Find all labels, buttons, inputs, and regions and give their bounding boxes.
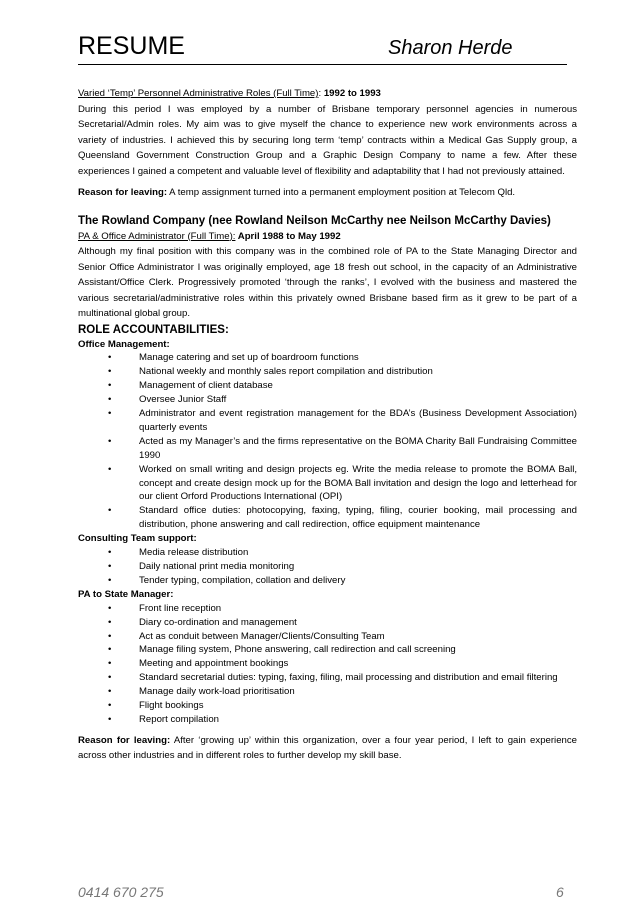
role-sep: : xyxy=(318,88,324,99)
bullet-icon: • xyxy=(108,366,112,378)
leaving-reason-rowland xyxy=(78,733,577,764)
list-item-text: Oversee Junior Staff xyxy=(139,394,227,406)
bullet-icon: • xyxy=(108,561,112,572)
list-item xyxy=(78,713,577,727)
list-item xyxy=(78,407,577,435)
list-item-text: Standard secretarial duties: typing, faxing, filing, mail processing and distribution and email filtering xyxy=(139,672,558,684)
list-item xyxy=(78,351,577,365)
leaving-label: Reason for leaving: xyxy=(78,734,171,746)
list-item xyxy=(78,574,577,588)
list-item-text: Act as conduit between Manager/Clients/Consulting Team xyxy=(139,630,385,642)
list-item xyxy=(78,602,577,616)
accountabilities-heading: ROLE ACCOUNTABILITIES: xyxy=(78,323,229,336)
list-item-text: Management of client database xyxy=(139,380,273,392)
bullet-list xyxy=(78,546,577,588)
group-title: Consulting Team support: xyxy=(78,533,197,545)
role-dates: 1992 to 1993 xyxy=(323,88,381,99)
rowland-paragraph: Although my final position with this company was in the combined role of PA to the State Managing Director and Senior Office Administrator I was originally employed, age 18 fresh out school, in the capacity of an Administrative Assistant/Office Clerk. Progressively promoted ‘through the ranks’, I evolved with the business and mastered the various secretarial/administrative roles within this privately owned Brisbane based firm as it grew to be part of a multinational global group. xyxy=(78,246,577,319)
list-item-text: Manage daily work-load prioritisation xyxy=(139,686,295,698)
list-item-text: Manage filing system, Phone answering, call redirection and call screening xyxy=(139,644,456,656)
list-item-text: National weekly and monthly sales report compilation and distribution xyxy=(139,366,433,378)
list-item-text: Standard office duties: photocopying, faxing, typing, filing, courier booking, mail processing and distribution, phone answering and call redirection, office equipment maintenance xyxy=(139,505,577,531)
list-item-text: Worked on small writing and design projects eg. Write the media release to promote the BOMA Ball, concept and create design mock up for the BOMA Ball invitation and design the logo and letterhead for our client Orford Productions International (OPI) xyxy=(139,463,577,503)
resume-body xyxy=(78,86,577,764)
list-item xyxy=(78,393,577,407)
list-item xyxy=(78,546,577,560)
group-title: PA to State Manager: xyxy=(78,588,174,600)
bullet-icon: • xyxy=(108,658,112,670)
list-item xyxy=(78,560,577,574)
bullet-icon: • xyxy=(108,713,112,725)
bullet-icon: • xyxy=(108,574,112,586)
resume-title: RESUME xyxy=(78,32,185,60)
list-item xyxy=(78,365,577,379)
list-item xyxy=(78,435,577,463)
bullet-icon: • xyxy=(108,408,112,420)
bullet-icon: • xyxy=(108,547,112,559)
list-item xyxy=(78,643,577,657)
candidate-name: Sharon Herde xyxy=(388,37,513,59)
company-heading: The Rowland Company (nee Rowland Neilson McCarthy nee Neilson McCarthy Davies) xyxy=(78,214,551,227)
bullet-icon: • xyxy=(108,644,112,656)
page-number: 6 xyxy=(556,884,564,900)
leaving-text: A temp assignment turned into a permanent employment position at Telecom Qld. xyxy=(167,187,516,198)
leaving-reason-temp xyxy=(78,185,577,201)
list-item-text: Meeting and appointment bookings xyxy=(139,658,289,670)
list-item-text: Diary co-ordination and management xyxy=(139,616,297,628)
role-label: PA & Office Administrator (Full Time): xyxy=(78,230,236,242)
bullet-icon: • xyxy=(108,686,112,698)
list-item xyxy=(78,685,577,699)
role-heading-temp xyxy=(78,86,577,102)
role-dates: April 1988 to May 1992 xyxy=(235,230,341,242)
list-item xyxy=(78,699,577,713)
bullet-icon: • xyxy=(108,435,112,447)
role-label: Varied ‘Temp’ Personnel Administrative Roles (Full Time) xyxy=(78,88,319,99)
bullet-icon: • xyxy=(108,352,112,364)
list-item-text: Flight bookings xyxy=(139,700,204,712)
bullet-icon: • xyxy=(108,630,112,642)
list-item-text: Daily national print media monitoring xyxy=(139,561,295,572)
list-item-text: Administrator and event registration management for the BDA’s (Business Development Association) quarterly events xyxy=(139,408,577,433)
list-item xyxy=(78,504,577,532)
page-footer xyxy=(78,884,567,900)
bullet-icon: • xyxy=(108,463,112,475)
list-item-text: Front line reception xyxy=(139,602,222,614)
bullet-list xyxy=(78,351,577,532)
temp-paragraph: During this period I was employed by a number of Brisbane temporary personnel agencies in numerous Secretarial/Admin roles. My aim was to give myself the chance to experience new work environments across a variety of industries. I achieved this by securing long term ‘temp’ contracts within a Medical Gas Supply group, a Queensland Government Construction Group and a Graphic Design Company to name a few. After these experiences I gained a competent and valuable level of flexibility and adaptability that I had not previously attained. xyxy=(78,103,577,177)
list-item-text: Report compilation xyxy=(139,713,219,725)
bullet-icon: • xyxy=(108,380,112,392)
bullet-icon: • xyxy=(108,602,112,614)
bullet-icon: • xyxy=(108,672,112,684)
bullet-icon: • xyxy=(108,700,112,712)
bullet-icon: • xyxy=(108,505,112,517)
page-header xyxy=(78,32,567,65)
list-item xyxy=(78,616,577,630)
role-heading-pa xyxy=(78,229,577,245)
bullet-icon: • xyxy=(108,394,112,406)
list-item xyxy=(78,379,577,393)
list-item xyxy=(78,657,577,671)
bullet-icon: • xyxy=(108,616,112,628)
list-item-text: Manage catering and set up of boardroom functions xyxy=(139,352,359,364)
list-item xyxy=(78,630,577,644)
leaving-text: After ‘growing up’ within this organization, over a four year period, I left to gain experience across other industries and in different roles to further develop my skill base. xyxy=(78,734,577,762)
list-item-text: Tender typing, compilation, collation and delivery xyxy=(139,574,346,586)
group-title: Office Management: xyxy=(78,338,170,350)
list-item-text: Media release distribution xyxy=(139,547,249,559)
list-item xyxy=(78,463,577,505)
footer-phone: 0414 670 275 xyxy=(78,884,164,900)
list-item xyxy=(78,671,577,685)
bullet-list xyxy=(78,602,577,727)
leaving-label: Reason for leaving: xyxy=(78,187,168,198)
list-item-text: Acted as my Manager’s and the firms representative on the BOMA Charity Ball Fundraising Committee 1990 xyxy=(139,435,577,461)
accountability-groups xyxy=(78,338,577,727)
